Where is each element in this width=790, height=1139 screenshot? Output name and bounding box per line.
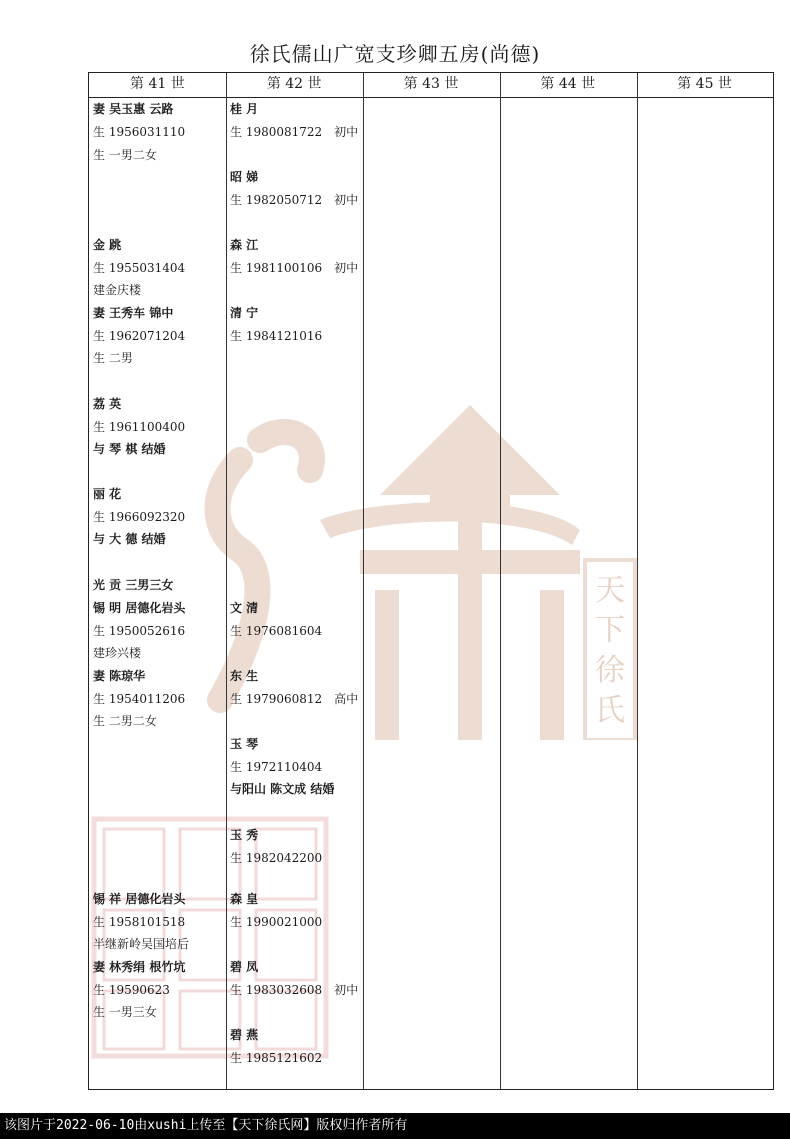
gen42-entry: 生 1982042200 — [230, 851, 323, 865]
header-gen-41: 第 41 世 — [130, 76, 185, 92]
svg-text:徐: 徐 — [595, 653, 625, 688]
gen41-text: 妻 王秀车 锦中 — [93, 306, 174, 320]
gen42-name: 玉 秀 — [230, 828, 259, 842]
gen42-entry: 生 1976081604 — [230, 624, 323, 638]
gen41-entry: 生 一男三女 — [93, 1005, 157, 1019]
gen41-entry — [93, 236, 121, 253]
gen42-name: 碧 燕 — [230, 1028, 259, 1042]
column-divider — [226, 73, 227, 1089]
svg-text:氏: 氏 — [595, 693, 625, 728]
gen41-entry: 建珍兴楼 — [93, 646, 142, 660]
gen41-entry — [93, 440, 166, 457]
svg-text:天: 天 — [595, 573, 625, 608]
gen41-entry — [93, 395, 121, 412]
gen41-entry: 生 1961100400 — [93, 420, 186, 434]
gen42-entry: 生 1983032608 初中 — [230, 983, 359, 997]
gen42-entry: 生 1985121602 — [230, 1051, 323, 1065]
gen42-entry — [230, 826, 258, 843]
gen41-text: 锡 祥 居德化岩头 — [93, 892, 186, 906]
column-divider — [637, 73, 638, 1089]
gen42-entry — [230, 168, 258, 185]
gen42-entry — [230, 304, 258, 321]
gen41-text: 光 贡 三男三女 — [93, 578, 174, 592]
gen42-entry — [230, 667, 258, 684]
gen42-name: 森 江 — [230, 238, 259, 252]
gen41-entry: 生 1954011206 — [93, 692, 186, 706]
gen42-entry: 生 1972110404 — [230, 760, 323, 774]
gen42-entry — [230, 100, 258, 117]
gen41-entry: 生 19590623 — [93, 983, 170, 997]
gen41-entry: 生 1956031110 — [93, 125, 186, 139]
gen42-name: 森 皇 — [230, 892, 259, 906]
gen41-text: 锡 明 居德化岩头 — [93, 601, 186, 615]
gen41-entry: 半继新岭吴国培后 — [93, 937, 190, 951]
gen41-text: 妻 陈琼华 — [93, 669, 146, 683]
gen42-entry — [230, 599, 258, 616]
gen41-entry — [93, 100, 173, 117]
gen42-name: 玉 琴 — [230, 737, 259, 751]
gen41-text: 妻 林秀绢 根竹坑 — [93, 960, 186, 974]
page-title: 徐氏儒山广宽支珍卿五房(尚德) — [249, 42, 541, 66]
gen42-entry: 生 1982050712 初中 — [230, 193, 359, 207]
gen42-entry: 生 1979060812 高中 — [230, 692, 359, 706]
gen41-entry — [93, 530, 166, 547]
header-gen-44: 第 44 世 — [540, 76, 596, 92]
gen41-entry: 生 1962071204 — [93, 329, 186, 343]
gen41-entry: 生 二男 — [93, 351, 133, 365]
column-divider — [363, 73, 364, 1089]
gen42-entry — [230, 1026, 258, 1043]
gen42-entry — [230, 236, 258, 253]
gen41-entry: 生 二男二女 — [93, 714, 157, 728]
gen42-name: 东 生 — [230, 669, 259, 683]
upload-credit-footer: 该图片于2022-06-10由xushi上传至【天下徐氏网】版权归作者所有 — [0, 1113, 790, 1139]
gen42-entry — [230, 958, 258, 975]
header-gen-42: 第 42 世 — [266, 76, 322, 92]
gen42-entry: 生 1990021000 — [230, 915, 323, 929]
svg-text:下: 下 — [595, 613, 625, 648]
gen41-entry — [93, 667, 145, 684]
gen42-entry — [230, 780, 334, 797]
gen41-entry: 生 1958101518 — [93, 915, 186, 929]
gen42-name: 桂 月 — [230, 102, 259, 116]
gen41-entry: 建金庆楼 — [93, 283, 142, 297]
gen42-name: 昭 娣 — [230, 170, 259, 184]
gen41-name: 金 跳 — [93, 238, 122, 252]
gen41-entry: 生 一男二女 — [93, 148, 157, 162]
gen42-name: 文 清 — [230, 601, 259, 615]
gen42-entry — [230, 735, 258, 752]
gen41-entry — [93, 890, 185, 907]
gen41-entry: 生 1950052616 — [93, 624, 186, 638]
column-divider — [500, 73, 501, 1089]
gen41-entry — [93, 958, 185, 975]
gen41-entry — [93, 576, 173, 593]
gen42-entry — [230, 890, 258, 907]
gen42-entry: 生 1981100106 初中 — [230, 261, 359, 275]
header-gen-45: 第 45 世 — [677, 76, 732, 92]
header-gen-43: 第 43 世 — [403, 76, 459, 92]
gen41-text: 与 大 德 结婚 — [93, 532, 166, 546]
gen41-entry: 生 1955031404 — [93, 261, 186, 275]
gen42-text: 与阳山 陈文成 结婚 — [230, 782, 335, 796]
gen41-text: 妻 吴玉惠 云路 — [93, 102, 174, 116]
gen41-name: 荔 英 — [93, 397, 122, 411]
genealogy-table — [88, 72, 774, 1090]
gen41-entry: 生 1966092320 — [93, 510, 186, 524]
gen42-entry: 生 1984121016 — [230, 329, 323, 343]
gen41-entry — [93, 599, 185, 616]
gen42-name: 清 宁 — [230, 306, 259, 320]
gen41-name: 丽 花 — [93, 487, 122, 501]
gen41-entry — [93, 485, 121, 502]
gen42-name: 碧 凤 — [230, 960, 259, 974]
gen41-text: 与 琴 棋 结婚 — [93, 442, 166, 456]
gen41-entry — [93, 304, 173, 321]
gen42-entry: 生 1980081722 初中 — [230, 125, 359, 139]
generation-header-row — [89, 73, 773, 98]
